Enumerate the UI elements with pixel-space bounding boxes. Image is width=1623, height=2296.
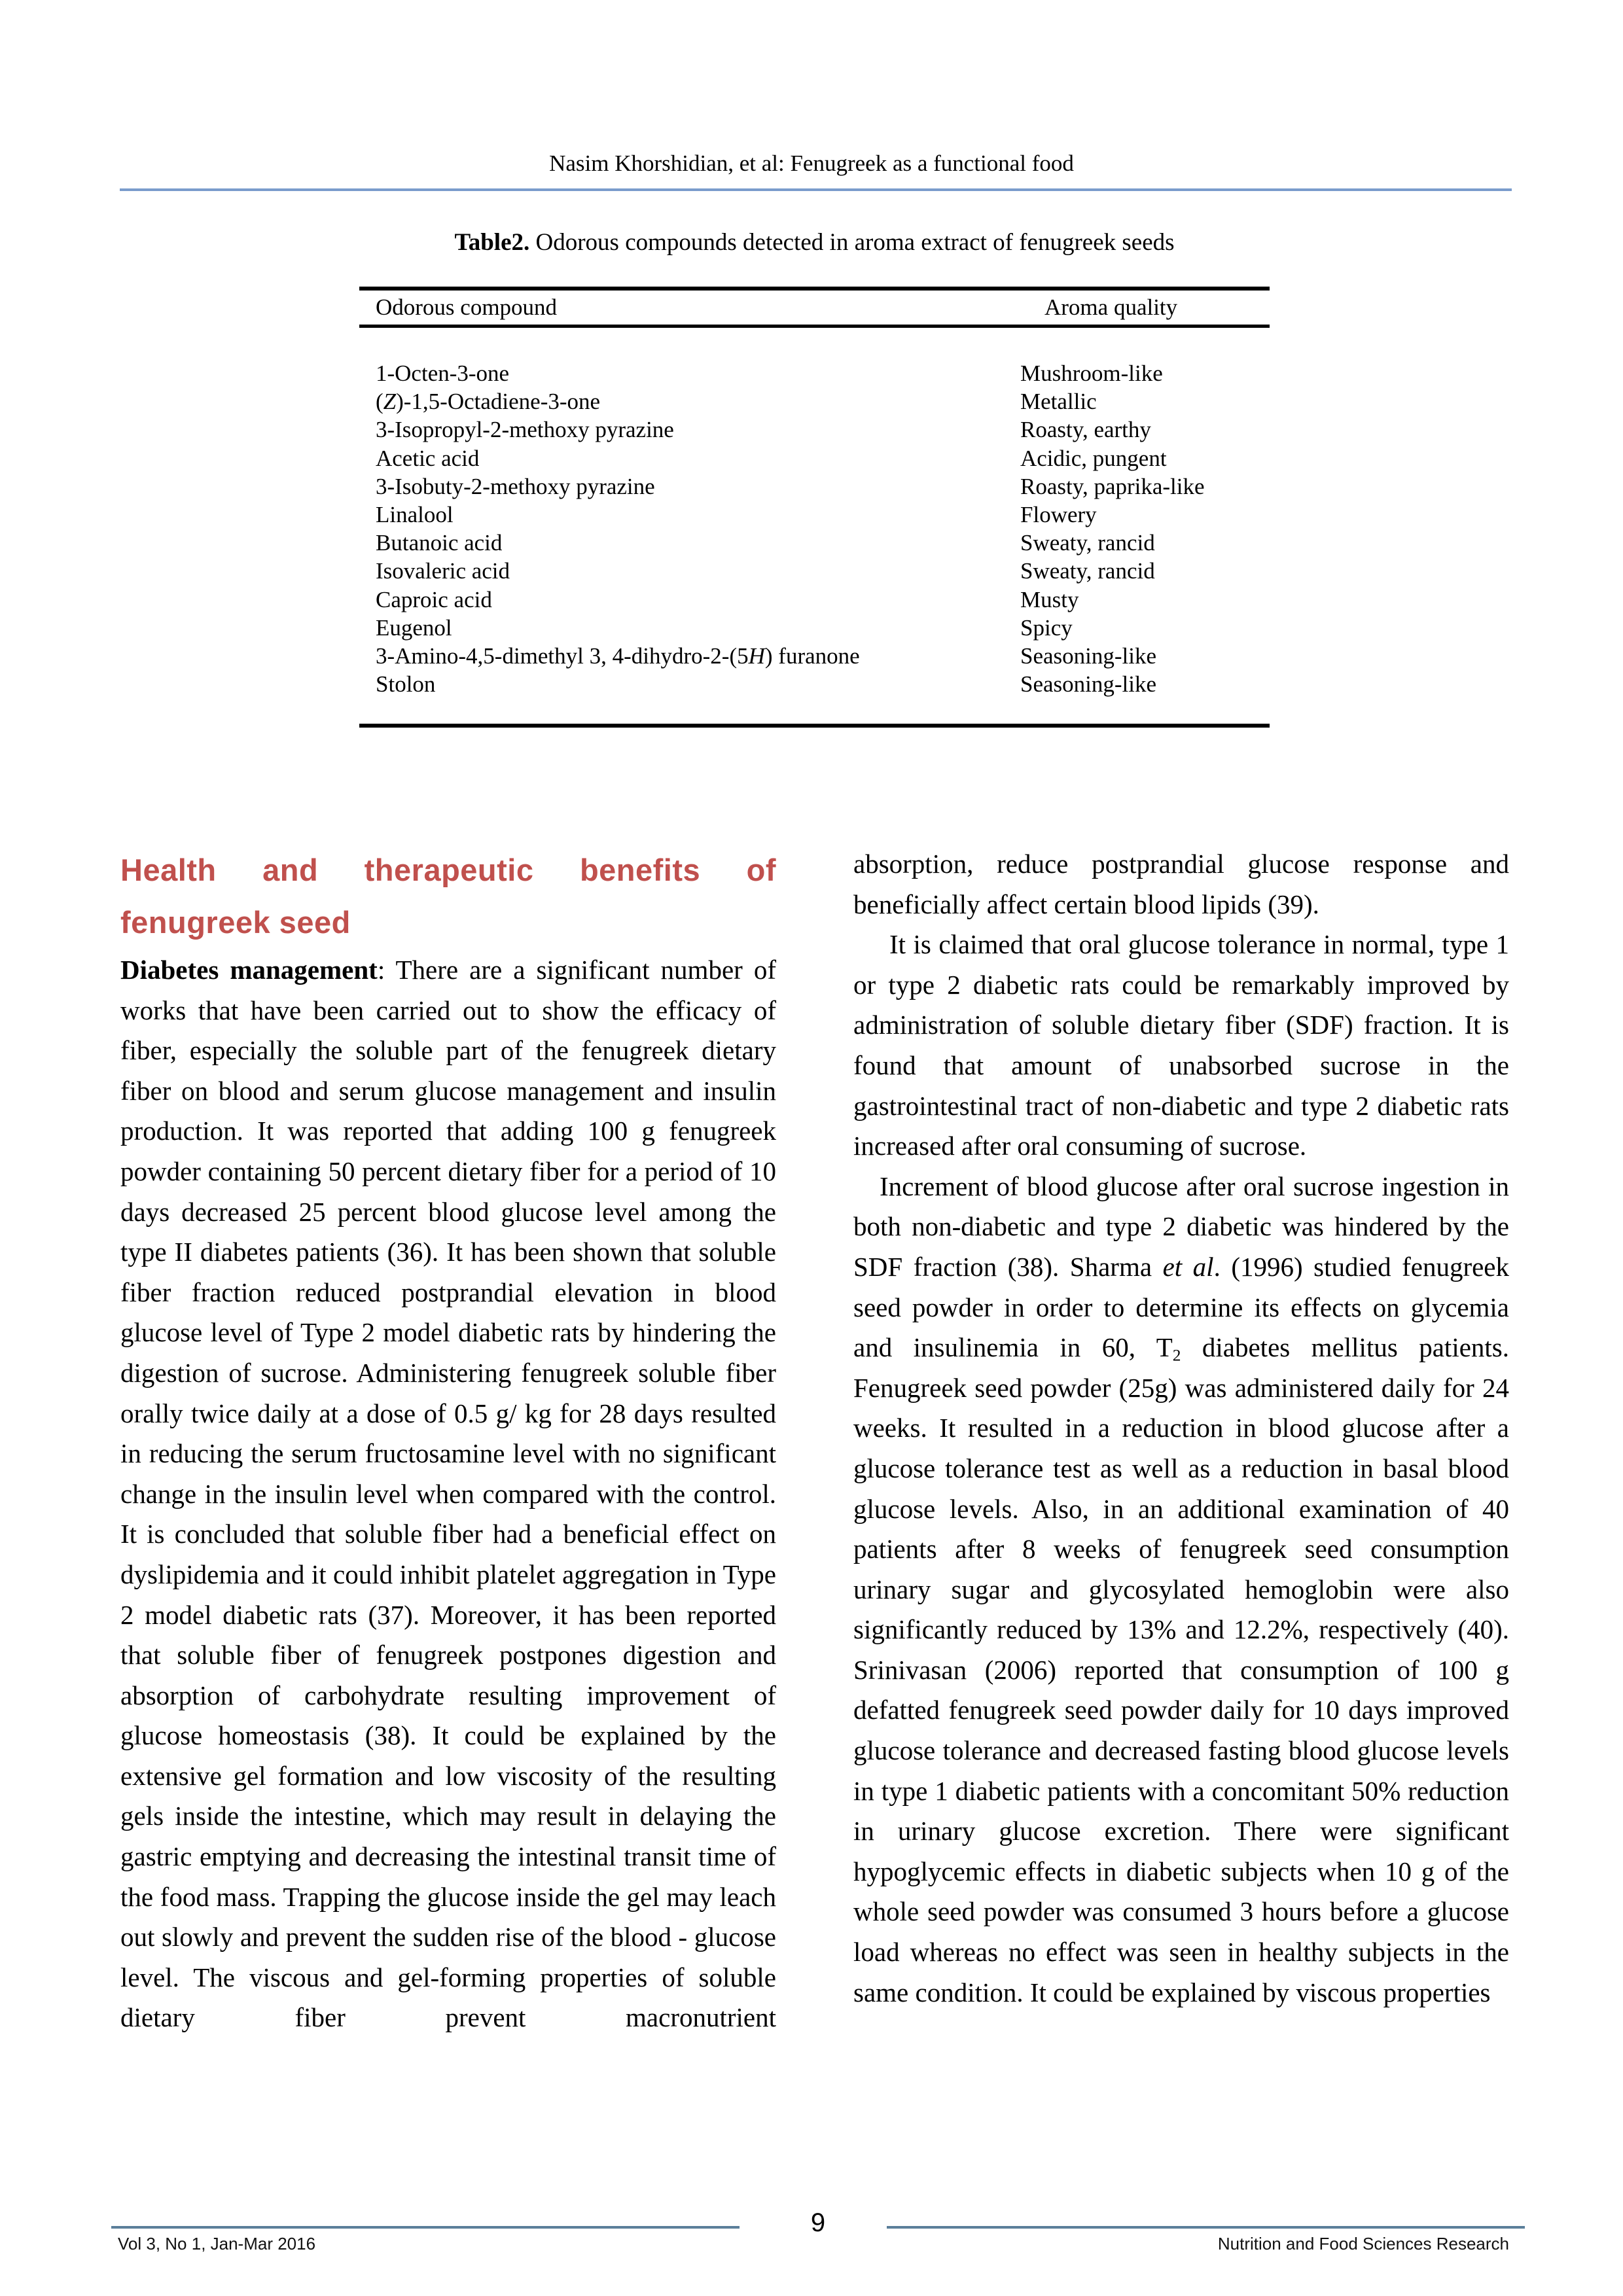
compound-cell: Isovaleric acid	[376, 558, 510, 584]
aroma-cell: Sweaty, rancid	[1020, 530, 1155, 556]
paragraph-clinical-text-1: Increment of blood glucose after oral sucrose ingestion in both non-diabetic and type 2 diabetic was hindered by the SDF fraction (38). Sharma	[853, 1171, 1509, 1282]
table-caption	[359, 228, 1270, 258]
paragraph-sdf: It is claimed that oral glucose tolerance in normal, type 1 or type 2 diabetic rats could be remarkably improved by administration of soluble dietary fiber (SDF) fraction. It is found that amount of unabsorbed sucrose in the gastrointestinal tract of non-diabetic and type 2 diabetic rats increased after oral consuming of sucrose.	[853, 929, 1509, 1161]
table-row	[359, 472, 1270, 501]
compound-cell: Acetic acid	[376, 445, 480, 471]
aroma-cell: Seasoning-like	[1020, 671, 1157, 698]
aroma-cell: Roasty, earthy	[1020, 417, 1151, 443]
compound-cell: 1-Octen-3-one	[376, 361, 510, 386]
compound-cell: Linalool	[376, 501, 454, 527]
footer-divider-right	[887, 2226, 1525, 2229]
table-row	[359, 557, 1270, 585]
paragraph-clinical-text-3: diabetes mellitus patients. Fenugreek seed powder (25g) was administered daily for 24 weeks. It resulted in a reduction in blood glucose after a glucose tolerance test as well as a reduction in basal blood glucose levels. Also, in an additional examination of 40 patients after 8 weeks of fenugreek seed consumption urinary sugar and glycosylated hemoglobin were also significantly reduced by 13% and 12.2%, respectively (40). Srinivasan (2006) reported that consumption of 100 g defatted fenugreek seed powder daily for 10 days improved glucose tolerance and decreased fasting blood glucose levels in type 1 diabetic patients with a concomitant 50% reduction in urinary glucose excretion. There were significant hypoglycemic effects in diabetic subjects when 10 g of the whole seed powder was consumed 3 hours before a glucose load whereas no effect was seen in healthy subjects in the same condition. It could be explained by viscous properties	[853, 1332, 1510, 2007]
column-header-aroma: Aroma quality	[1044, 294, 1178, 320]
right-column	[853, 844, 1509, 2013]
header-divider	[120, 188, 1512, 191]
subscript-2: 2	[1172, 1346, 1181, 1365]
footer-journal-name: Nutrition and Food Sciences Research	[1217, 2234, 1509, 2253]
subsection-lead: Diabetes management	[120, 955, 378, 985]
aroma-cell: Seasoning-like	[1020, 643, 1157, 669]
compound-cell: (Z)-1,5-Octadiene-3-one	[376, 389, 601, 415]
compound-cell: 3-Isobuty-2-methoxy pyrazine	[376, 473, 655, 499]
table-row	[359, 359, 1270, 387]
compound-cell: 3-Isopropyl-2-methoxy pyrazine	[376, 417, 674, 443]
odorous-compounds-table	[359, 287, 1270, 728]
running-header: Nasim Khorshidian, et al: Fenugreek as a functional food	[549, 150, 1074, 176]
aroma-cell: Mushroom-like	[1020, 361, 1163, 386]
table-row	[359, 529, 1270, 557]
table-row	[359, 586, 1270, 614]
aroma-cell: Acidic, pungent	[1020, 445, 1167, 471]
table-caption-label: Table2.	[454, 229, 530, 256]
aroma-cell: Roasty, paprika-like	[1020, 473, 1205, 499]
aroma-cell: Sweaty, rancid	[1020, 558, 1155, 584]
paragraph-continuation: absorption, reduce postprandial glucose response and beneficially affect certain blood lipids (39).	[853, 849, 1509, 919]
table-row	[359, 642, 1270, 670]
compound-cell: 3-Amino-4,5-dimethyl 3, 4-dihydro-2-(5H) furanone	[376, 643, 860, 669]
section-heading: Health and therapeutic benefits of fenugreek seed	[120, 853, 776, 940]
page-number: 9	[810, 2208, 826, 2237]
aroma-cell: Musty	[1020, 586, 1079, 612]
table-body	[359, 328, 1270, 724]
table-row	[359, 444, 1270, 472]
table-row	[359, 387, 1270, 415]
table-caption-text: Odorous compounds detected in aroma extract of fenugreek seeds	[529, 229, 1175, 256]
footer-volume-info: Vol 3, No 1, Jan-Mar 2016	[118, 2234, 316, 2253]
compound-cell: Butanoic acid	[376, 530, 503, 556]
column-header-compound: Odorous compound	[376, 294, 558, 320]
et-al-italic: et al	[1162, 1251, 1214, 1282]
table-row	[359, 415, 1270, 444]
diabetes-paragraph-text: : There are a significant number of works that have been carried out to show the efficacy of fiber, especially the soluble part of the fenugreek dietary fiber on blood and serum glucose management and insulin production. It was reported that adding 100 g fenugreek powder containing 50 percent dietary fiber for a period of 10 days decreased 25 percent blood glucose level among the type II diabetes patients (36). It has been shown that soluble fiber fraction reduced postprandial elevation in blood glucose level of Type 2 model diabetic rats by hindering the digestion of sucrose. Administering fenugreek soluble fiber orally twice daily at a dose of 0.5 g/ kg for 28 days resulted in reducing the serum fructosamine level with no significant change in the insulin level when compared with the control. It is concluded that soluble fiber had a beneficial effect on dyslipidemia and it could inhibit platelet aggregation in Type 2 model diabetic rats (37). Moreover, it has been reported that soluble fiber of fenugreek postpones digestion and absorption of carbohydrate resulting improvement of glucose homeostasis (38). It could be explained by the extensive gel formation and low viscosity of the resulting gels inside the intestine, which may result in delaying the gastric emptying and decreasing the intestinal transit time of the food mass. Trapping the glucose inside the gel may leach out slowly and prevent the sudden rise of the blood - glucose level. The viscous and gel-forming properties of soluble dietary fiber prevent macronutrient	[120, 955, 776, 2033]
table-bottom-rule	[359, 724, 1270, 728]
table-row	[359, 614, 1270, 642]
compound-cell: Caproic acid	[376, 586, 492, 612]
table-header-row	[359, 291, 1270, 325]
table-row	[359, 501, 1270, 529]
paragraph-clinical	[853, 1167, 1509, 2013]
diabetes-paragraph	[120, 950, 776, 2038]
aroma-cell: Spicy	[1020, 614, 1073, 641]
paragraph-clinical-text-2: . (1996) studied fenugreek seed powder in order to determine its effects on glycemia and insulinemia in 60, T	[853, 1251, 1509, 1363]
aroma-cell: Flowery	[1020, 501, 1097, 527]
footer-divider-left	[111, 2226, 740, 2229]
left-column	[120, 844, 776, 2038]
table-row	[359, 670, 1270, 698]
aroma-cell: Metallic	[1020, 389, 1097, 415]
compound-cell: Eugenol	[376, 614, 452, 641]
compound-cell: Stolon	[376, 671, 436, 698]
